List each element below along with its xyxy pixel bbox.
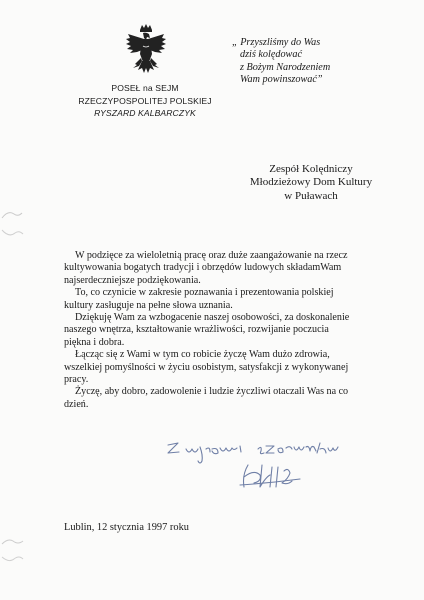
letter-body — [64, 250, 384, 411]
sender-block — [60, 82, 230, 120]
body-line: najserdeczniejsze podziękowania. — [64, 274, 201, 286]
sender-name: RYSZARD KALBARCZYK — [94, 108, 196, 118]
recipient-line: Zespół Kolędniczy — [269, 163, 353, 175]
punch-hole-mark — [0, 552, 26, 566]
recipient-line: w Puławach — [284, 189, 338, 202]
date-line: Lublin, 12 stycznia 1997 roku — [64, 522, 189, 533]
motto-line: Wam powinszować” — [240, 74, 323, 86]
body-line: naszego wnętrza, kształtowanie wrażliwości, rozwijanie poczucia — [64, 324, 329, 336]
motto-line: dziś kolędować — [240, 49, 302, 61]
motto-line: „ Przyszliśmy do Was — [232, 37, 321, 48]
recipient-line: Młodzieżowy Dom Kultury — [249, 176, 373, 189]
body-line: Życzę, aby dobro, zadowolenie i ludzie życzliwi otaczali Was na co — [75, 386, 349, 398]
punch-hole-mark — [0, 226, 26, 240]
motto-line: z Bożym Narodzeniem — [240, 61, 331, 73]
punch-hole-mark — [0, 208, 26, 222]
handwritten-signature — [160, 437, 380, 497]
body-line: W podzięce za wieloletnią pracę oraz duże zaangażowanie na rzecz — [75, 250, 348, 261]
body-line: kultywowania bogatych tradycji i obrzędów ludowych składamWam — [64, 262, 342, 274]
body-line: kultury zasługuje na pełne słowa uznania. — [64, 299, 233, 311]
body-line: piękna i dobra. — [64, 336, 125, 348]
body-line: Łącząc się z Wami w tym co robicie życzę Wam dużo zdrowia, — [75, 349, 330, 361]
sender-institution: RZECZYPOSPOLITEJ POLSKIEJ — [78, 95, 212, 106]
punch-hole-mark — [0, 535, 26, 549]
body-line: pracy. — [64, 374, 89, 386]
body-line: wszelkiej pomyślności w życiu osobistym, satysfakcji z wykonywanej — [64, 361, 349, 373]
body-line: dzień. — [64, 398, 89, 410]
body-line: To, co czynicie w zakresie poznawania i prezentowania polskiej — [75, 287, 334, 299]
body-line: Dziękuję Wam za wzbogacenie naszej osobowości, za doskonalenie — [75, 312, 350, 324]
sender-title: POSEŁ na SEJM — [111, 83, 179, 93]
recipient-address — [236, 163, 386, 203]
motto-quote — [232, 37, 412, 87]
polish-eagle-emblem-icon — [124, 24, 168, 78]
